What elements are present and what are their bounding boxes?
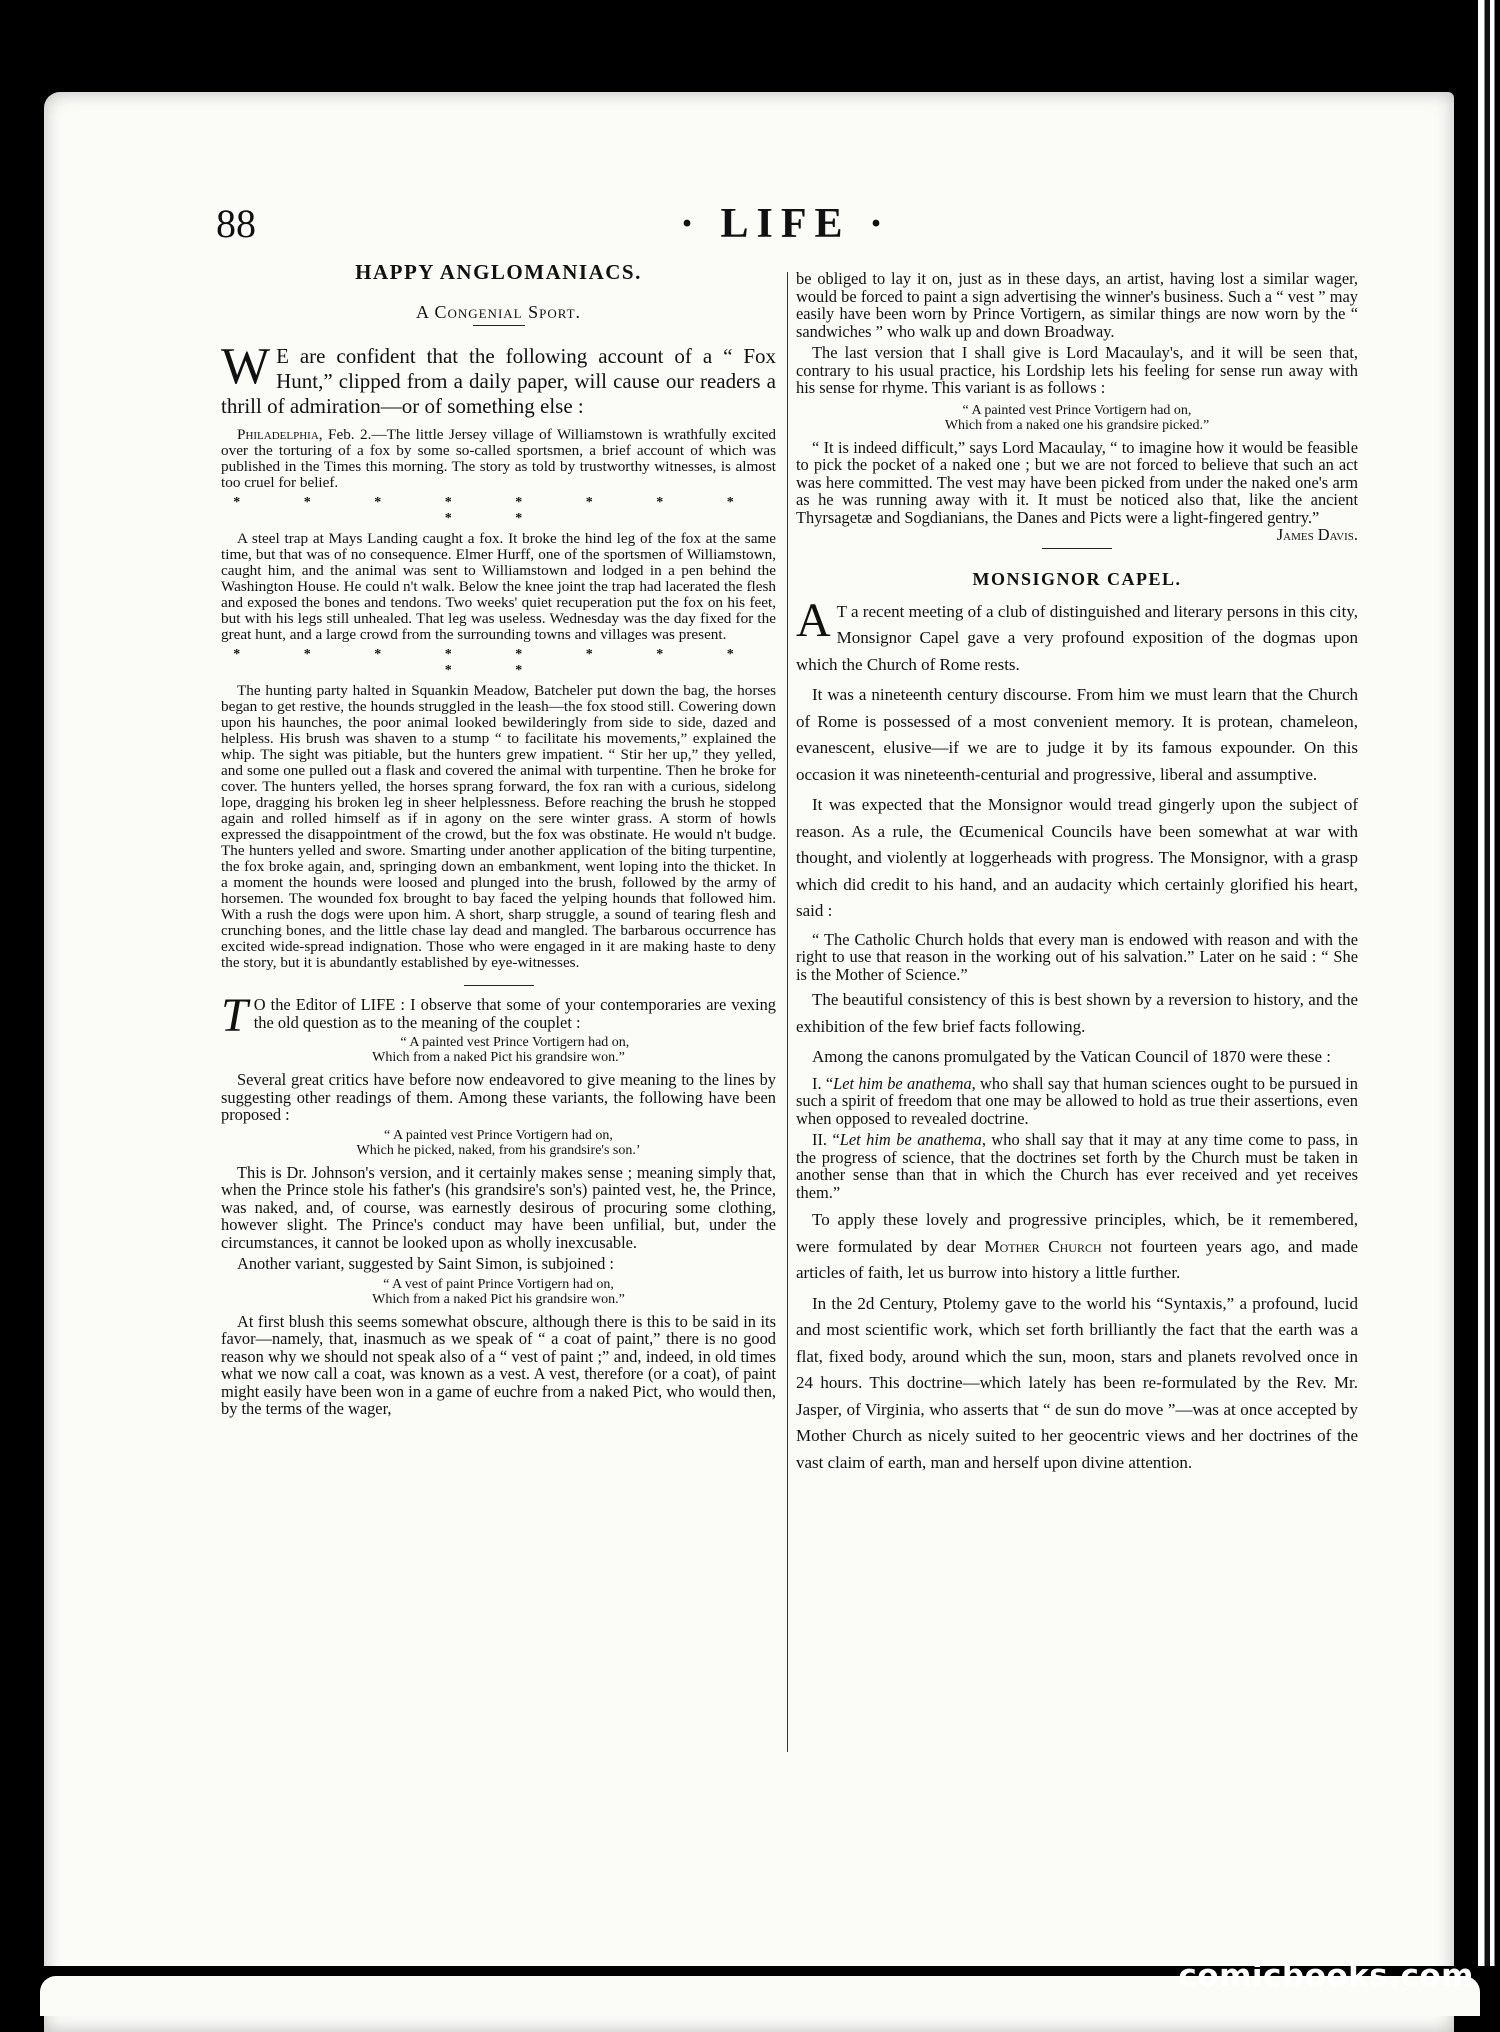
paragraph: be obliged to lay it on, just as in these days, an artist, having lost a similar wager, would be forced to paint a sign advertising the winner's business. Such a “ vest ” may easily have been worn by Prince Vortigern, as similar things are now worn by the “ sandwiches ” who walk up and down Broadway. — [796, 269, 1358, 341]
section-stars: * * * * * * * * * * — [233, 495, 764, 526]
drop-cap: T — [221, 989, 248, 1042]
letter-opening: T O the Editor of LIFE : I observe that some of your contemporaries are vexing the old question as to the meaning of the couplet : — [221, 989, 776, 1042]
paragraph: It was a nineteenth century discourse. From him we must learn that the Church of Rome is possessed of a most convenient memory. It is protean, chameleon, evanescent, elusive—if we are to judge it by its famous expounder. On this occasion it was nineteenth-centurial and progressive, liberal and assumptive. — [796, 685, 1358, 784]
paragraph: At first blush this seems somewhat obscure, although there is this to be said in its favor—namely, that, inasmuch as we speak of “ a coat of paint,” there is no good reason why we should not speak also of a “ vest of paint ;” and, indeed, in old times what we now call a coat, was known as a vest. A vest, therefore (or a coat), of paint might easily have been won in a game of euchre from a naked Pict, who would then, by the terms of the wager, — [221, 1311, 776, 1418]
canon: II. “Let him be anathema, who shall say that it may at any time come to pass, in the progress of science, that the doctrines set forth by the Church must be taken in another sense than that in which the Church has ever received and yet receives them.” — [796, 1130, 1359, 1202]
paragraph: The beautiful consistency of this is best shown by a reversion to history, and the exhibition of the few brief facts following. — [796, 990, 1358, 1036]
drop-cap: A — [796, 593, 831, 647]
dispatch-paragraph: Philadelphia, Feb. 2.—The little Jersey village of Williamstown is wrathfully excited over the torturing of a fox by some so-called sportsmen, a brief account of which was published in the Times this morning. The story as told by trustworthy witnesses, is almost too cruel for belief. — [221, 426, 776, 491]
quotation: “ The Catholic Church holds that every man is endowed with reason and with the right to use that reason in the working out of his salvation.” Later on he said : “ She is the Mother of Science.” — [796, 929, 1358, 984]
column-divider — [787, 272, 788, 1752]
news-dispatch — [221, 427, 776, 971]
intro-paragraph: W E are confident that the following account of a “ Fox Hunt,” clipped from a daily paper, will cause our readers a thrill of admiration—or of something else : — [221, 338, 776, 418]
section-rule — [1042, 548, 1112, 549]
section-stars: * * * * * * * * * * — [233, 647, 764, 678]
paragraph: Another variant, suggested by Saint Simon, is subjoined : — [237, 1254, 614, 1273]
watermark: comicbooks.com — [1178, 1958, 1474, 1994]
paragraph: “ It is indeed difficult,” says Lord Macaulay, “ to imagine how it would be feasible to pick the pocket of a naked one ; but we are not forced to believe that such an act was here committed. The vest may have been picked from under the naked one's arm as he was running away with it. It must be noticed also that, like the ancient Thyrsagetæ and Sogdianians, the Danes and Picts were a light-fingered gentry.” James Davis. — [796, 437, 1358, 544]
verse: “ A painted vest Prince Vortigern had on, Which from a naked Pict his grandsire won.” — [372, 1035, 630, 1065]
paragraph: A T a recent meeting of a club of distinguished and literary persons in this city, Monsignor Capel gave a very profound exposition of the dogmas upon which the Church of Rome rests. — [796, 593, 1358, 674]
masthead: · LIFE · — [680, 201, 892, 247]
title-rule — [473, 325, 525, 326]
verse: “ A painted vest Prince Vortigern had on, Which from a naked one his grandsire picked.” — [944, 402, 1210, 433]
capel-article-end — [796, 1207, 1358, 1476]
page-edge-right — [1478, 0, 1500, 2016]
left-column — [221, 260, 776, 1422]
verse: “ A vest of paint Prince Vortigern had on, Which from a naked Pict his grandsire won.” — [372, 1276, 625, 1307]
paragraph: Several great critics have before now endeavored to give meaning to the lines by suggesting other readings of them. Among these variants, the following have been proposed : — [221, 1070, 776, 1124]
right-column — [796, 270, 1358, 1480]
paragraph: This is Dr. Johnson's version, and it certainly makes sense ; meaning simply that, when the Prince stole his father's (his grandsire's son's) painted vest, he, the Prince, was naked, and, of course, was earnestly desirous of procuring some clothing, however slight. The Prince's conduct may have been unfilial, but, under the circumstances, it cannot be looked upon as wholly inexcusable. — [221, 1162, 776, 1252]
paragraph: It was expected that the Monsignor would tread gingerly upon the subject of reason. As a rule, the Œcumenical Councils have been somewhat at war with thought, and violently at loggerheads with progress. The Monsignor, with a grasp which did credit to his hand, and an audacity which certainly glorified his heart, said : — [796, 795, 1358, 920]
capel-article-cont — [796, 987, 1358, 1071]
article-title: HAPPY ANGLOMANIACS. — [355, 260, 642, 284]
page-number: 88 — [216, 201, 256, 246]
paragraph: Among the canons promulgated by the Vatican Council of 1870 were these : — [812, 1047, 1332, 1066]
section-rule — [464, 985, 534, 986]
dispatch-paragraph: A steel trap at Mays Landing caught a fox. It broke the hind leg of the fox at the same time, but that was of no consequence. Elmer Hurff, one of the sportsmen of Williamstown, caught him, and the animal was sent to Williamstown and lodged in a pen behind the Washington House. He could n't walk. Below the knee joint the trap had lacerated the flesh and exposed the bones and tendons. Two weeks' quiet recuperation put the fox on his feet, but with his legs still unhealed. That leg was useless. Wednesday was the day fixed for the great hunt, and a large crowd from the surrounding towns and villages was present. — [221, 530, 776, 643]
paragraph: In the 2d Century, Ptolemy gave to the world his “Syntaxis,” a profound, lucid and most scientific work, which set forth brilliantly the fact that the earth was a flat, fixed body, around which the sun, moon, stars and planets revolved once in 24 hours. This doctrine—which lately has been re-formulated by the Rev. Mr. Jasper, of Virginia, who asserts that “ de sun do move ”—was at once accepted by Mother Church as nicely suited to her geocentric views and her doctrines of the vast claim of earth, man and herself upon divine attention. — [796, 1293, 1358, 1472]
signature: James Davis. — [1276, 525, 1358, 544]
article-subtitle: A Congenial Sport. — [415, 301, 582, 322]
verse: “ A painted vest Prince Vortigern had on, Which he picked, naked, from his grandsire's son.’ — [356, 1127, 641, 1158]
article-title: MONSIGNOR CAPEL. — [972, 569, 1182, 589]
capel-article — [796, 593, 1358, 925]
canon: I. “Let him be anathema, who shall say that human sciences ought to be pursued in such a spirit of freedom that one may be allowed to hold as true their assertions, even when opposed to revealed doctrine. — [796, 1073, 1358, 1128]
drop-cap: W — [221, 338, 271, 395]
paragraph: The last version that I shall give is Lord Macaulay's, and it will be seen that, contrary to his usual practice, his Lordship lets his feeling for sense run away with his sense for rhyme. This variant is as follows : — [796, 343, 1358, 397]
paragraph: To apply these lovely and progressive principles, which, be it remembered, were formulated by dear Mother Church not fourteen years ago, and made articles of faith, let us burrow into history a little further. — [796, 1210, 1358, 1282]
dispatch-paragraph: The hunting party halted in Squankin Meadow, Batcheler put down the bag, the horses began to get restive, the hounds struggled in the leash—the fox stood still. Cowering down upon his haunches, the poor animal looked bewilderingly from side to side, dazed and helpless. His brush was shaven to a stump “ to facilitate his movements,” explained the whip. The sight was pitiable, but the hunters grew impatient. “ Stir her up,” they yelled, and some one pulled out a flask and covered the animal with turpentine. Then he broke for cover. The hunters yelled, the horses sprang forward, the fox ran with a curious, sidelong lope, dragging his broken leg in sheer helplessness. Before reaching the brush he stopped again and rolled himself as if in agony on the sere winter grass. A storm of howls expressed the disappointment of the crowd, but the fox was obstinate. He would n't budge. The hunters yelled and swore. Smarting under another application of the biting turpentine, the fox broke again, and, springing down an embankment, went loping into the thicket. In a moment the hounds were loosed and plunged into the brush, followed by the army of horsemen. The wounded fox brought to bay faced the yelping hounds that followed him. With a rush the dogs were upon him. A short, sharp struggle, a sound of tearing flesh and crunching bones, and the little chase lay dead and mangled. The barbarous occurrence has excited wide-spread indignation. Those who were engaged in it are making haste to deny the story, but it is abundantly established by eye-witnesses. — [221, 682, 776, 971]
